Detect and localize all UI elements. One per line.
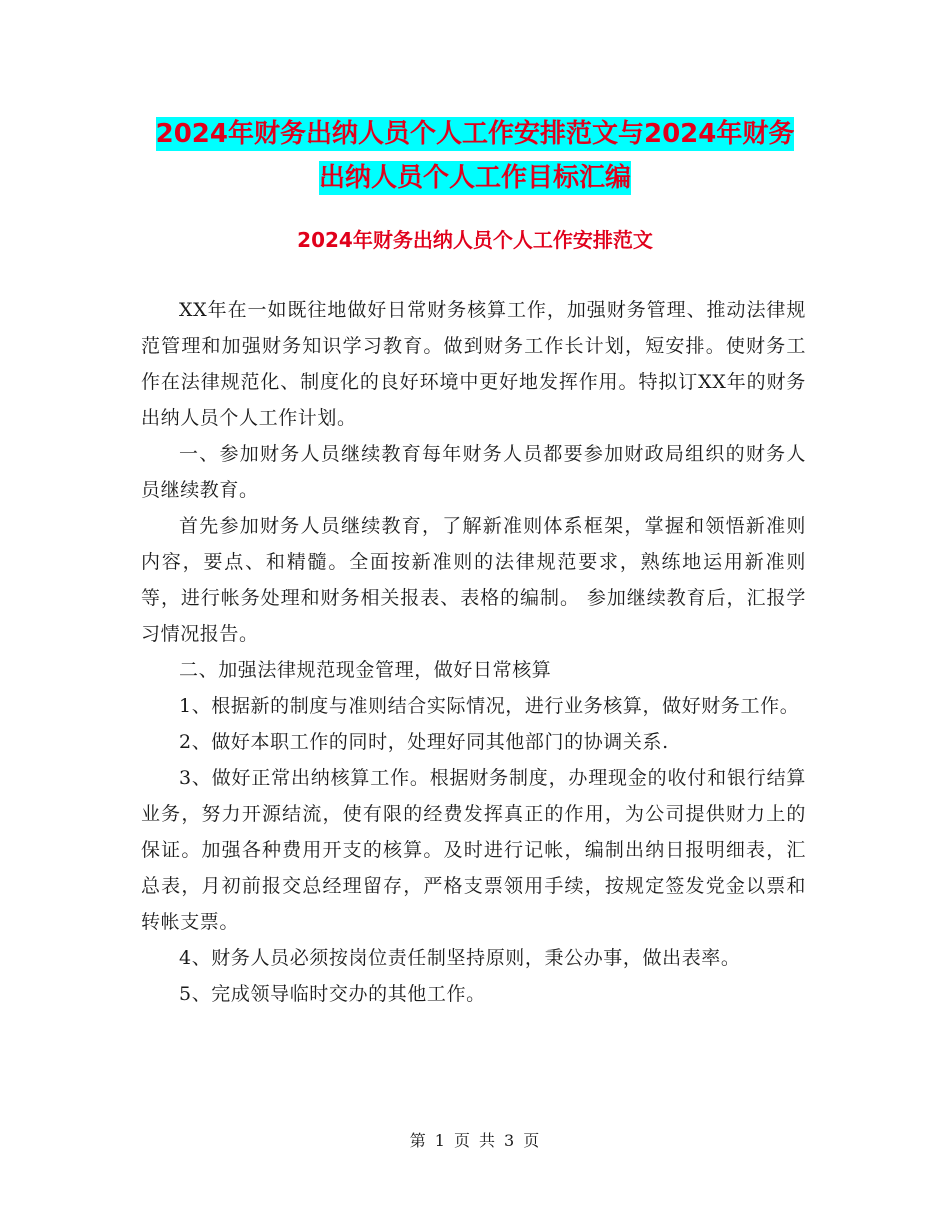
document-title <box>120 112 830 200</box>
document-body <box>141 292 806 1012</box>
title-line-2: 出纳人员个人工作目标汇编 <box>318 163 631 193</box>
footer-prefix: 第 <box>409 1131 427 1150</box>
paragraph: 4、财务人员必须按岗位责任制坚持原则，秉公办事，做出表率。 <box>179 947 741 969</box>
page-footer <box>0 1128 950 1151</box>
footer-total-pages: 3 <box>504 1131 516 1150</box>
paragraph: XX年在一如既往地做好日常财务核算工作，加强财务管理、推动法律规范管理和加强财务知识学习教育。做到财务工作长计划，短安排。使财务工作在法律规范化、制度化的良好环境中更好地发挥作用。特拟订XX年的财务出纳人员个人工作计划。 <box>141 299 806 429</box>
title-line-1: 2024年财务出纳人员个人工作安排范文与2024年财务 <box>155 119 795 149</box>
paragraph: 1、根据新的制度与准则结合实际情况，进行业务核算，做好财务工作。 <box>179 695 800 717</box>
paragraph: 5、完成领导临时交办的其他工作。 <box>179 983 486 1005</box>
footer-page-unit: 页 <box>453 1131 471 1150</box>
paragraph: 2、做好本职工作的同时，处理好同其他部门的协调关系. <box>179 731 669 753</box>
paragraph: 一、参加财务人员继续教育每年财务人员都要参加财政局组织的财务人员继续教育。 <box>141 443 806 501</box>
footer-total-unit: 页 <box>523 1131 541 1150</box>
section-title: 2024年财务出纳人员个人工作安排范文 <box>297 228 653 252</box>
footer-current-page: 1 <box>434 1131 446 1150</box>
paragraph: 3、做好正常出纳核算工作。根据财务制度，办理现金的收付和银行结算业务，努力开源结流，使有限的经费发挥真正的作用，为公司提供财力上的保证。加强各种费用开支的核算。及时进行记帐，编制出纳日报明细表，汇总表，月初前报交总经理留存，严格支票领用手续，按规定签发党金以票和转帐支票。 <box>141 767 806 933</box>
paragraph: 二、加强法律规范现金管理，做好日常核算 <box>179 659 552 681</box>
footer-total-prefix: 共 <box>479 1131 497 1150</box>
paragraph: 首先参加财务人员继续教育，了解新准则体系框架，掌握和领悟新准则内容，要点、和精髓。全面按新准则的法律规范要求，熟练地运用新准则等，进行帐务处理和财务相关报表、表格的编制。 参加继续教育后，汇报学习情况报告。 <box>141 515 806 645</box>
